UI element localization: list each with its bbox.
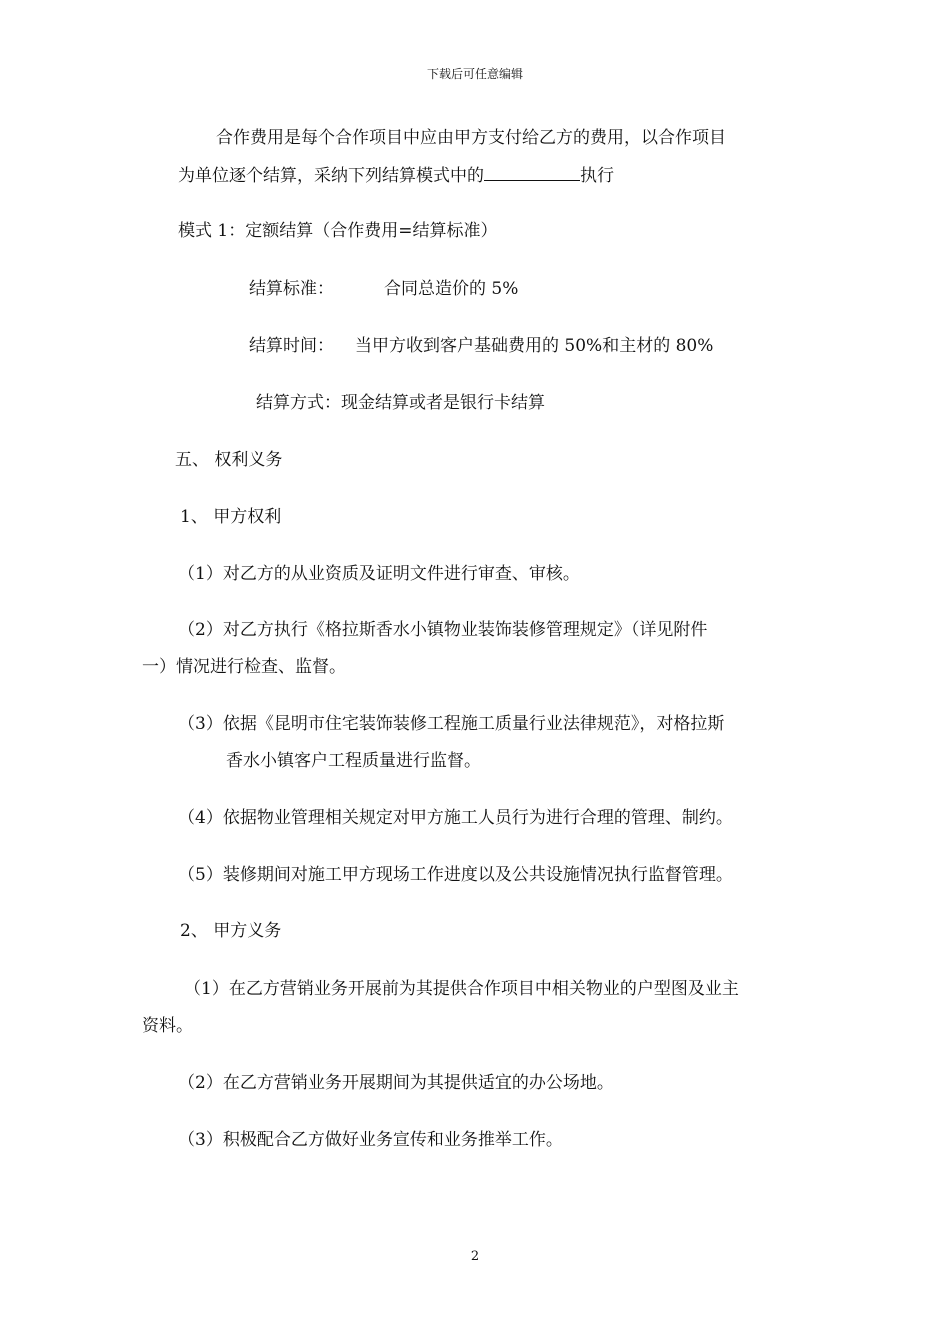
party-a-obligations-heading: 2、 甲方义务 <box>180 921 282 941</box>
party-a-rights-heading: 1、 甲方权利 <box>180 507 282 527</box>
page-number: 2 <box>470 1249 480 1264</box>
settlement-standard-value: 合同总造价的 5% <box>384 279 519 299</box>
rights-item-1: （1）对乙方的从业资质及证明文件进行审查、审核。 <box>178 564 580 584</box>
paragraph-fee-line2-start: 为单位逐个结算，采纳下列结算模式中的 <box>178 166 484 186</box>
obligation-item-1-line1: （1）在乙方营销业务开展前为其提供合作项目中相关物业的户型图及业主 <box>184 979 739 999</box>
paragraph-fee-line1: 合作费用是每个合作项目中应由甲方支付给乙方的费用，以合作项目 <box>216 128 726 148</box>
page-header: 下载后可任意编辑 <box>426 67 523 81</box>
section-five-heading: 五、 权利义务 <box>175 450 283 470</box>
mode-1-heading: 模式 1：定额结算（合作费用=结算标准） <box>178 221 498 241</box>
settlement-method: 结算方式：现金结算或者是银行卡结算 <box>256 393 545 413</box>
fill-in-blank <box>484 164 580 181</box>
obligation-item-1-line2: 资料。 <box>142 1016 193 1036</box>
settlement-time-label: 结算时间： <box>249 336 334 356</box>
rights-item-5: （5）装修期间对施工甲方现场工作进度以及公共设施情况执行监督管理。 <box>178 865 733 885</box>
rights-item-3-line2: 香水小镇客户工程质量进行监督。 <box>226 751 481 771</box>
paragraph-fee-line2-end: 执行 <box>580 166 614 186</box>
rights-item-2-line1: （2）对乙方执行《格拉斯香水小镇物业装饰装修管理规定》（详见附件 <box>178 620 708 640</box>
settlement-standard-label: 结算标准： <box>249 279 334 299</box>
rights-item-2-line2: 一）情况进行检查、监督。 <box>142 657 346 677</box>
rights-item-3-line1: （3）依据《昆明市住宅装饰装修工程施工质量行业法律规范》，对格拉斯 <box>178 714 725 734</box>
rights-item-4: （4）依据物业管理相关规定对甲方施工人员行为进行合理的管理、制约。 <box>178 808 733 828</box>
obligation-item-3: （3）积极配合乙方做好业务宣传和业务推举工作。 <box>178 1130 563 1150</box>
obligation-item-2: （2）在乙方营销业务开展期间为其提供适宜的办公场地。 <box>178 1073 614 1093</box>
paragraph-fee-line2 <box>178 164 614 187</box>
settlement-time-value: 当甲方收到客户基础费用的 50%和主材的 80% <box>355 336 714 356</box>
